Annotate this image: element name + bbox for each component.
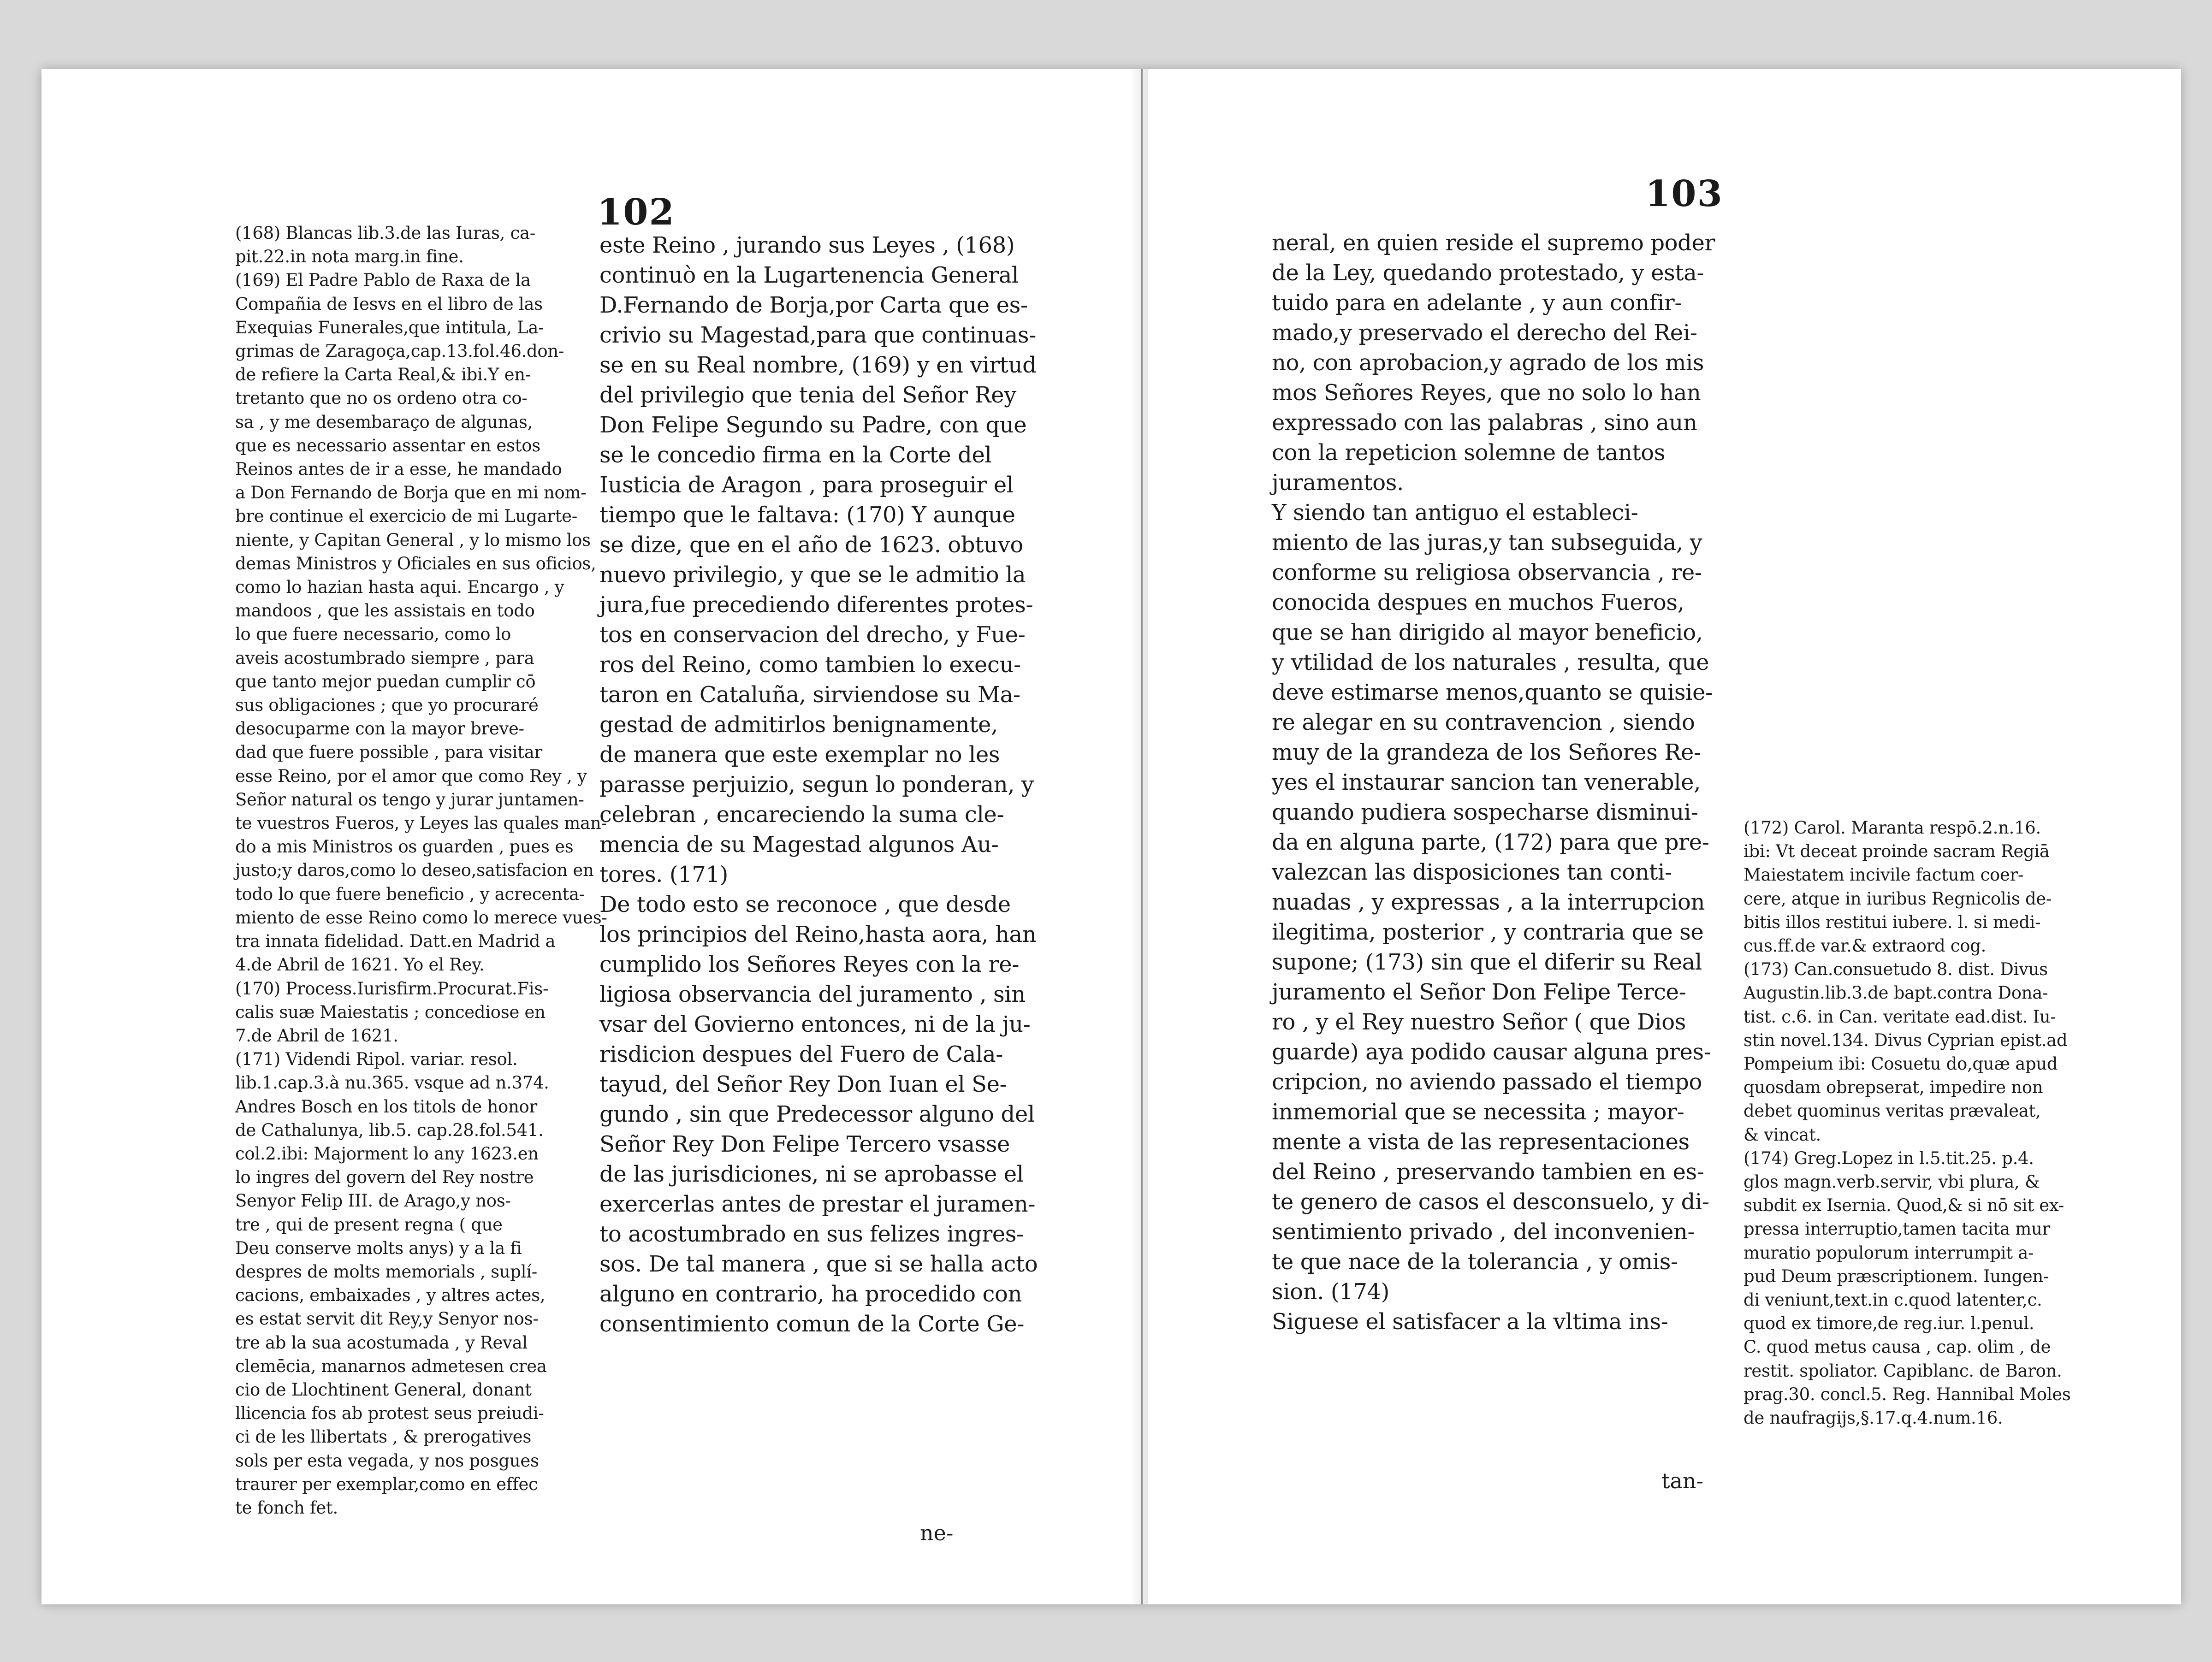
text-line: con la repeticion solemne de tantos [1272, 440, 1666, 466]
text-line: y vtilidad de los naturales , resulta, que [1272, 650, 1709, 675]
note-line: que es necessario assentar en estos [235, 435, 540, 455]
note-line: llicencia fos ab protest seus preiudi- [235, 1403, 544, 1424]
note-line: 7.de Abril de 1621. [235, 1025, 398, 1046]
text-line: que se han dirigido al mayor beneficio, [1272, 620, 1703, 645]
text-line: de la Ley, quedando protestado, y esta- [1272, 260, 1704, 286]
note-line: do a mis Ministros os guarden , pues es [235, 837, 574, 857]
text-line: exercerlas antes de prestar el juramen- [599, 1191, 1036, 1217]
note-line: bitis illos restitui iubere. l. si medi- [1744, 912, 2041, 932]
text-line: supone; (173) sin que el diferir su Real [1272, 949, 1702, 975]
marginal-notes [1744, 816, 2071, 1430]
note-line: te vuestros Fueros, y Leyes las quales man- [235, 813, 607, 834]
text-line: se en su Real nombre, (169) y en virtud [599, 352, 1037, 378]
note-line: Deu conserve molts anys) y a la fi [235, 1238, 522, 1258]
text-line: del Reino , preservando tambien en es- [1272, 1159, 1704, 1185]
note-line: a Don Fernando de Borja que en mi nom- [235, 483, 587, 503]
note-line: justo;y daros,como lo deseo,satisfacion en [235, 860, 594, 881]
catchword: ne- [920, 1520, 954, 1545]
note-line: tre , qui de present regna ( que [235, 1214, 503, 1235]
text-line: tos en conservacion del drecho, y Fue- [599, 622, 1026, 648]
text-line: continuò en la Lugartenencia General [599, 262, 1019, 288]
text-line: expressado con las palabras , sino aun [1272, 410, 1697, 436]
text-line: tiempo que le faltava: (170) Y aunque [599, 502, 1015, 528]
note-line: Augustin.lib.3.de bapt.contra Dona- [1744, 983, 2048, 1003]
note-line: traurer per exemplar,como en effec [235, 1474, 538, 1494]
note-line: Andres Bosch en los titols de honor [235, 1096, 537, 1117]
text-line: nuevo privilegio, y que se le admitio la [599, 562, 1026, 588]
note-line: (172) Carol. Maranta respō.2.n.16. [1744, 818, 2041, 838]
text-line: sion. (174) [1272, 1279, 1389, 1305]
page-number: 103 [1645, 173, 1723, 215]
text-line: miento de las juras,y tan subseguida, y [1272, 530, 1702, 556]
note-line: (174) Greg.Lopez in l.5.tit.25. p.4. [1744, 1148, 2034, 1168]
note-line: clemēcia, manarnos admetesen crea [235, 1356, 547, 1376]
main-text-column [1272, 228, 1715, 1337]
catchword: tan- [1661, 1468, 1704, 1493]
text-line: del privilegio que tenia del Señor Rey [599, 382, 1016, 408]
text-line: Y siendo tan antiguo el estableci- [1272, 500, 1638, 526]
note-line: (171) Videndi Ripol. variar. resol. [235, 1049, 518, 1070]
note-line: pit.22.in nota marg.in fine. [235, 247, 464, 267]
text-line: De todo esto se reconoce , que desde [599, 892, 1011, 917]
note-line: pressa interruptio,tamen tacita mur [1744, 1219, 2050, 1239]
note-line: Compañia de Iesvs en el libro de las [235, 294, 543, 314]
note-line: Señor natural os tengo y jurar juntamen- [235, 789, 584, 810]
text-line: consentimiento comun de la Corte Ge- [599, 1311, 1025, 1337]
text-line: mado,y preservado el derecho del Rei- [1272, 320, 1697, 346]
text-line: to acostumbrado en sus felizes ingres- [599, 1221, 1024, 1247]
note-line: bre continue el exercicio de mi Lugarte- [235, 506, 577, 526]
note-line: sols per esta vegada, y nos posgues [235, 1450, 539, 1471]
text-line: Don Felipe Segundo su Padre, con que [599, 412, 1027, 438]
text-line: gundo , sin que Predecessor alguno del [599, 1101, 1035, 1127]
text-line: cripcion, no aviendo passado el tiempo [1272, 1069, 1702, 1095]
text-line: de manera que este exemplar no les [599, 742, 1000, 768]
note-line: & vincat. [1744, 1124, 1821, 1145]
text-line: de las jurisdiciones, ni se aprobasse el [599, 1161, 1024, 1187]
note-line: sa , y me desembaraço de algunas, [235, 412, 533, 432]
note-line: cere, atque in iuribus Regnicolis de- [1744, 888, 2052, 909]
note-line: grimas de Zaragoça,cap.13.fol.46.don- [235, 341, 564, 361]
right-page [1143, 69, 2181, 1604]
note-line: tretanto que no os ordeno otra co- [235, 388, 528, 408]
note-line: esse Reino, por el amor que como Rey , y [235, 766, 587, 786]
note-line: calis suæ Maiestatis ; concediose en [235, 1002, 546, 1022]
note-line: todo lo que fuere beneficio , y acrecenta- [235, 884, 585, 904]
text-line: parasse perjuizio, segun lo ponderan, y [599, 772, 1034, 798]
note-line: quod ex timore,de reg.iur. l.penul. [1744, 1313, 2034, 1334]
note-line: como lo hazian hasta aqui. Encargo , y [235, 577, 564, 597]
left-page [42, 69, 1143, 1604]
note-line: de Cathalunya, lib.5. cap.28.fol.541. [235, 1120, 544, 1140]
text-line: no, con aprobacion,y agrado de los mis [1272, 350, 1704, 376]
note-line: lo que fuere necessario, como lo [235, 624, 511, 645]
note-line: ci de les llibertats , & prerogatives [235, 1427, 532, 1447]
text-line: conforme su religiosa observancia , re- [1272, 560, 1702, 586]
note-line: col.2.ibi: Majorment lo any 1623.en [235, 1143, 539, 1164]
note-line: tre ab la sua acostumada , y Reval [235, 1332, 528, 1353]
text-line: tayud, del Señor Rey Don Iuan el Se- [599, 1071, 1007, 1097]
text-line: se dize, que en el año de 1623. obtuvo [599, 532, 1023, 558]
text-line: tores. (171) [599, 862, 728, 887]
note-line: Pompeium ibi: Cosuetu do,quæ apud [1744, 1054, 2058, 1074]
text-line: jura,fue precediendo diferentes protes- [599, 592, 1033, 618]
note-line: sus obligaciones ; que yo procuraré [235, 695, 539, 716]
text-line: vsar del Govierno entonces, ni de la ju- [599, 1011, 1031, 1037]
note-line: demas Ministros y Oficiales en sus oficios, [235, 553, 596, 574]
text-line: tuido para en adelante , y aun confir- [1272, 290, 1682, 316]
note-line: (173) Can.consuetudo 8. dist. Divus [1744, 959, 2048, 980]
note-line: prag.30. concl.5. Reg. Hannibal Moles [1744, 1384, 2071, 1404]
note-line: C. quod metus causa , cap. olim , de [1744, 1337, 2051, 1357]
text-line: los principios del Reino,hasta aora, han [599, 922, 1037, 947]
text-line: deve estimarse menos,quanto se quisie- [1272, 680, 1713, 705]
note-line: miento de esse Reino como lo merece vues- [235, 907, 607, 928]
note-line: Maiestatem incivile factum coer- [1744, 865, 2024, 885]
text-line: conocida despues en muchos Fueros, [1272, 590, 1684, 615]
note-line: tra innata fidelidad. Datt.en Madrid a [235, 931, 556, 952]
text-line: juramentos. [1272, 470, 1404, 496]
text-line: ros del Reino, como tambien lo execu- [599, 652, 1021, 678]
note-line: (169) El Padre Pablo de Raxa de la [235, 270, 531, 290]
text-line: yes el instaurar sancion tan venerable, [1272, 769, 1701, 795]
text-line: sos. De tal manera , que si se halla acto [599, 1251, 1038, 1277]
note-line: es estat servit dit Rey,y Senyor nos- [235, 1309, 539, 1329]
text-line: da en alguna parte, (172) para que pre- [1272, 829, 1709, 855]
note-line: quosdam obrepserat, impedire non [1744, 1077, 2043, 1098]
page-number: 102 [597, 191, 675, 233]
note-line: Reinos antes de ir a esse, he mandado [235, 459, 562, 479]
text-line: nuadas , y expressas , a la interrupcion [1272, 889, 1705, 915]
note-line: muratio populorum interrumpit a- [1744, 1242, 2034, 1263]
text-line: crivio su Magestad,para que continuas- [599, 322, 1036, 348]
note-line: dad que fuere possible , para visitar [235, 742, 542, 763]
note-line: desocuparme con la mayor breve- [235, 719, 524, 739]
text-line: valezcan las disposiciones tan conti- [1272, 859, 1672, 885]
note-line: cacions, embaixades , y altres actes, [235, 1285, 546, 1306]
text-line: este Reino , jurando sus Leyes , (168) [599, 232, 1015, 258]
text-line: muy de la grandeza de los Señores Re- [1272, 739, 1701, 765]
text-line: sentimiento privado , del inconvenien- [1272, 1219, 1695, 1245]
note-line: tist. c.6. in Can. veritate ead.dist. Iu- [1744, 1006, 2056, 1027]
note-line: de naufragijs,§.17.q.4.num.16. [1744, 1408, 2003, 1428]
note-line: de refiere la Carta Real,& ibi.Y en- [235, 365, 531, 385]
text-line: inmemorial que se necessita ; mayor- [1272, 1099, 1684, 1125]
text-line: Señor Rey Don Felipe Tercero vsasse [599, 1131, 1010, 1157]
note-line: mandoos , que les assistais en todo [235, 601, 535, 621]
text-line: quando pudiera sospecharse disminui- [1272, 799, 1698, 825]
text-line: mente a vista de las representaciones [1272, 1129, 1690, 1155]
note-line: cus.ff.de var.& extraord cog. [1744, 936, 1987, 956]
note-line: Exequias Funerales,que intitula, La- [235, 317, 544, 337]
text-line: celebran , encareciendo la suma cle- [599, 802, 1004, 828]
text-line: te que nace de la tolerancia , y omis- [1272, 1249, 1678, 1275]
note-line: debet quominus veritas prævaleat, [1744, 1101, 2041, 1121]
text-line: alguno en contrario, ha procedido con [599, 1281, 1022, 1307]
note-line: (170) Process.Iurisfirm.Procurat.Fis- [235, 978, 549, 999]
book-spread [42, 69, 2181, 1604]
text-line: ro , y el Rey nuestro Señor ( que Dios [1272, 1009, 1686, 1035]
note-line: subdit ex Isernia. Quod,& si nō sit ex- [1744, 1195, 2064, 1216]
marginal-notes [235, 221, 607, 1520]
note-line: glos magn.verb.servir, vbi plura, & [1744, 1172, 2040, 1192]
note-line: (168) Blancas lib.3.de las Iuras, ca- [235, 223, 535, 243]
text-line: neral, en quien reside el supremo poder [1272, 230, 1715, 256]
note-line: stin novel.134. Divus Cyprian epist.ad [1744, 1030, 2068, 1050]
text-line: Siguese el satisfacer a la vltima ins- [1272, 1309, 1668, 1335]
text-line: mos Señores Reyes, que no solo lo han [1272, 380, 1701, 406]
note-line: lo ingres del govern del Rey nostre [235, 1167, 534, 1188]
text-line: Iusticia de Aragon , para proseguir el [599, 472, 1014, 498]
text-line: taron en Cataluña, sirviendose su Ma- [599, 682, 1020, 708]
text-line: cumplido los Señores Reyes con la re- [599, 952, 1020, 977]
text-line: ilegitima, posterior , y contraria que se [1272, 919, 1704, 945]
text-line: ligiosa observancia del juramento , sin [599, 982, 1026, 1007]
text-line: te genero de casos el desconsuelo, y di- [1272, 1189, 1709, 1215]
note-line: di veniunt,text.in c.quod latenter,c. [1744, 1290, 2042, 1310]
note-line: te fonch fet. [235, 1497, 338, 1518]
text-line: se le concedio firma en la Corte del [599, 442, 992, 468]
text-line: mencia de su Magestad algunos Au- [599, 832, 999, 858]
note-line: que tanto mejor puedan cumplir cō [235, 671, 536, 692]
note-line: despres de molts memorials , suplí- [235, 1261, 537, 1282]
text-line: guarde) aya podido causar alguna pres- [1272, 1039, 1711, 1065]
text-line: risdicion despues del Fuero de Cala- [599, 1041, 1003, 1067]
note-line: aveis acostumbrado siempre , para [235, 648, 534, 668]
text-line: juramento el Señor Don Felipe Terce- [1272, 979, 1686, 1005]
note-line: Senyor Felip III. de Arago,y nos- [235, 1191, 511, 1211]
note-line: niente, y Capitan General , y lo mismo los [235, 530, 591, 550]
note-line: ibi: Vt deceat proinde sacram Regiā [1744, 841, 2050, 862]
text-line: D.Fernando de Borja,por Carta que es- [599, 292, 1028, 318]
note-line: lib.1.cap.3.à nu.365. vsque ad n.374. [235, 1073, 549, 1093]
text-line: gestad de admitirlos benignamente, [599, 712, 998, 738]
note-line: restit. spoliator. Capiblanc. de Baron. [1744, 1360, 2062, 1381]
text-line: re alegar en su contravencion , siendo [1272, 710, 1695, 735]
note-line: 4.de Abril de 1621. Yo el Rey. [235, 955, 485, 975]
note-line: pud Deum præscriptionem. Iungen- [1744, 1266, 2049, 1286]
main-text-column [599, 231, 1038, 1339]
note-line: cio de Llochtinent General, donant [235, 1379, 532, 1400]
